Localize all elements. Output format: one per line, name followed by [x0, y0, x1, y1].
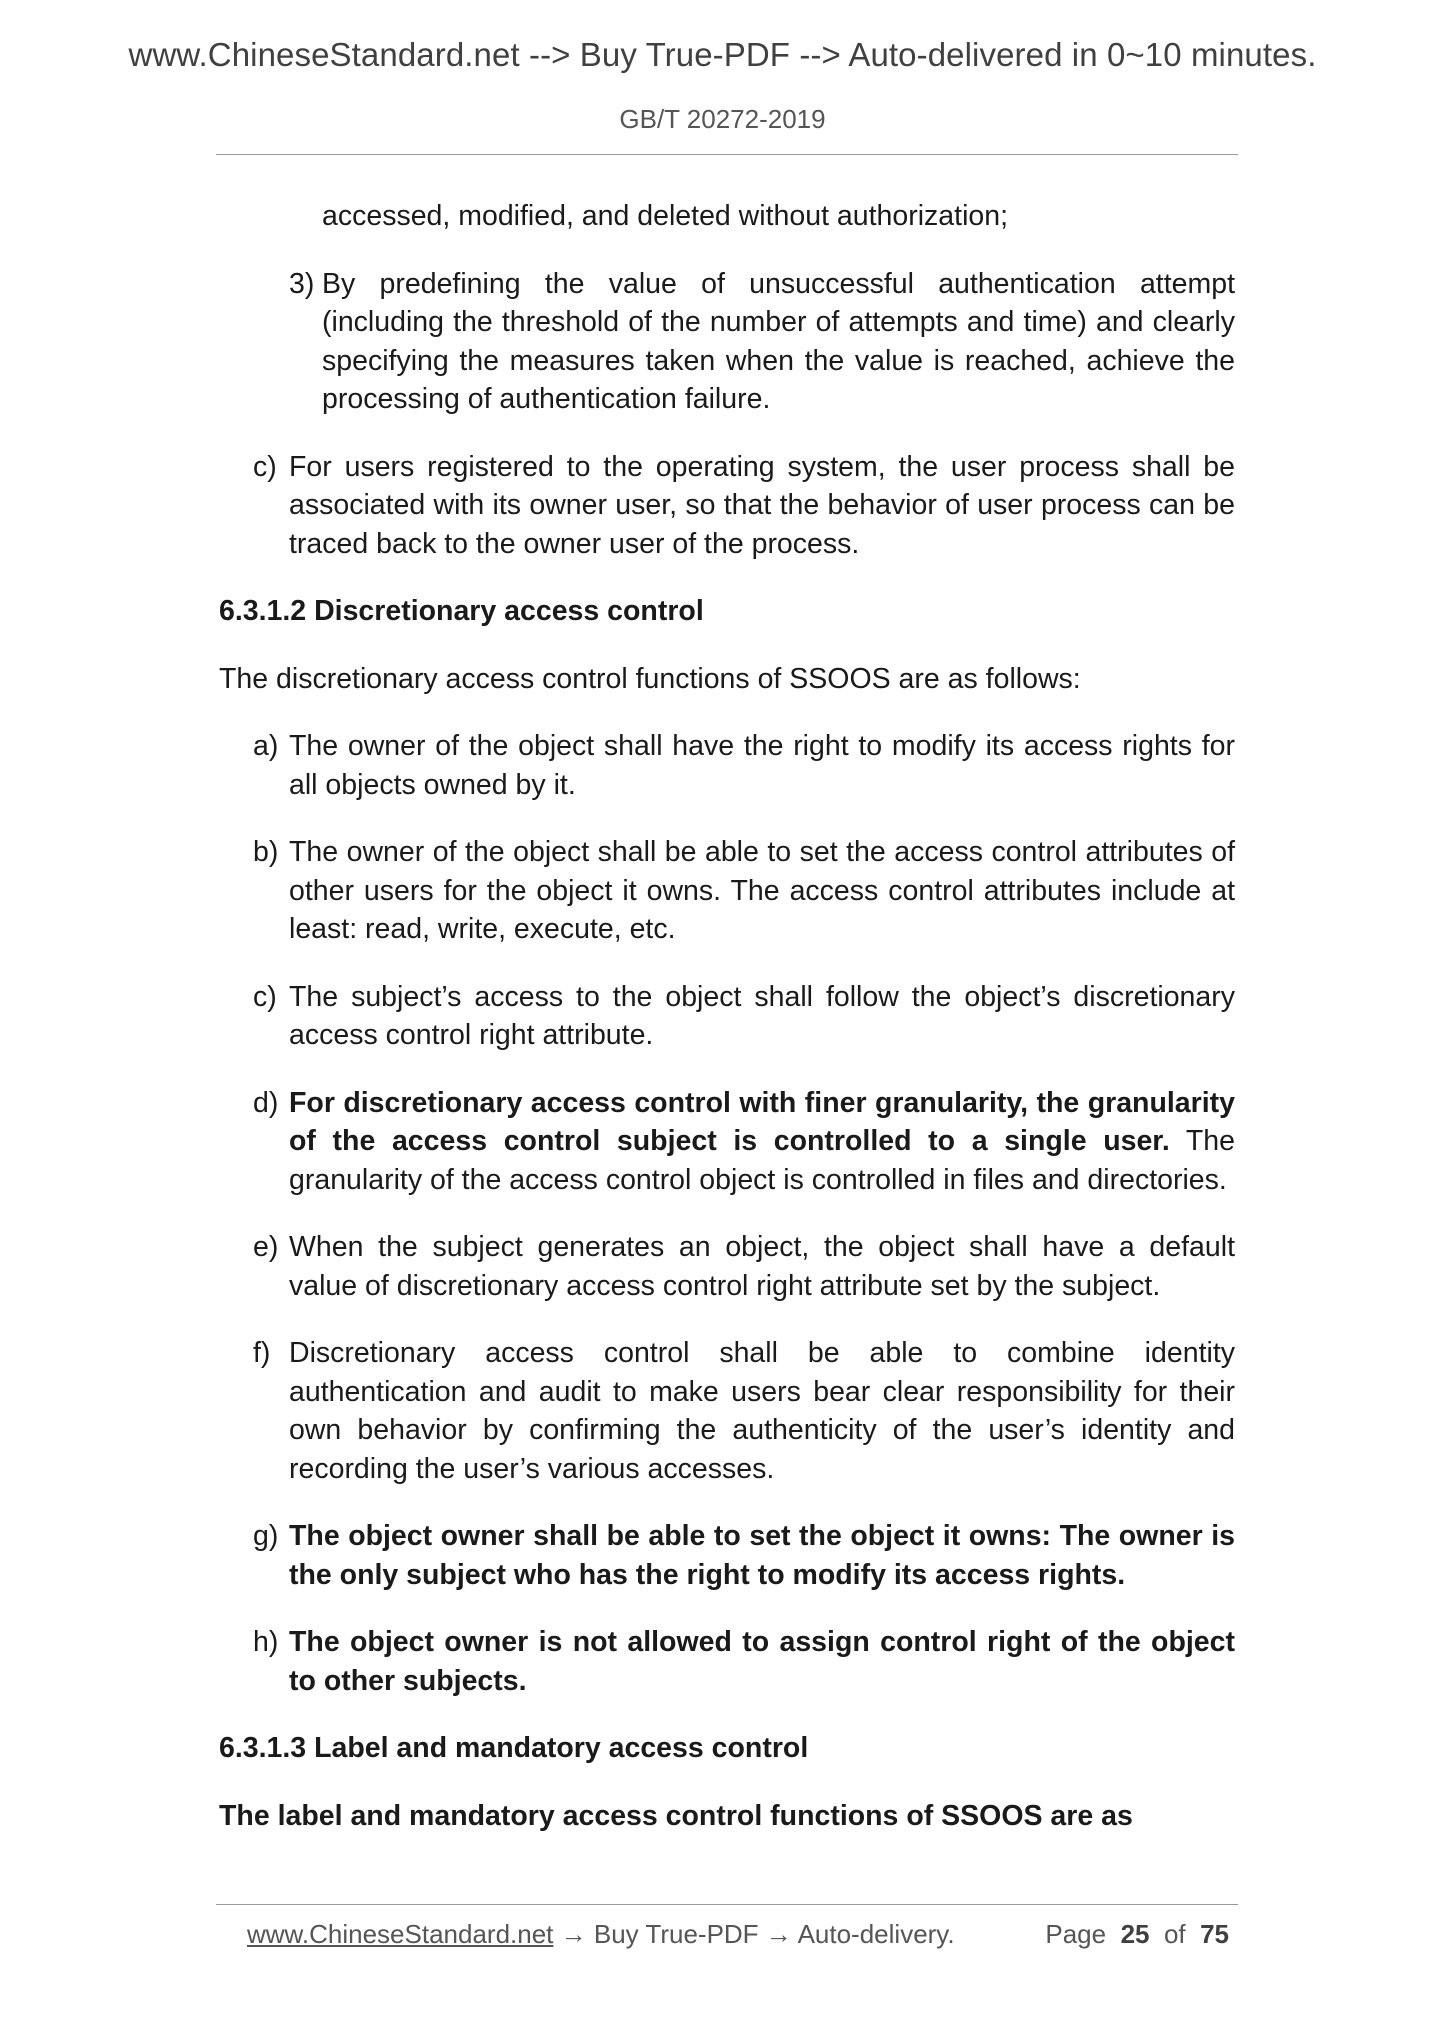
list-item-bold-text: The object owner is not allowed to assign control right of the object to other subjects. — [289, 1626, 1235, 1697]
list-item-g — [219, 1517, 1235, 1594]
list-marker: e) — [253, 1231, 279, 1263]
section-heading-6312: 6.3.1.2 Discretionary access control — [219, 595, 704, 627]
list-item-text: For users registered to the operating system, the user process shall be associated with its owner user, so that the behavior of user process can be traced back to the owner user of the process. — [289, 450, 1235, 560]
list-marker: b) — [253, 836, 279, 868]
continued-line: accessed, modified, and deleted without authorization; — [322, 200, 1009, 232]
document-id: GB/T 20272-2019 — [619, 104, 826, 134]
list-item-f — [219, 1334, 1235, 1488]
list-item-bold-text: For discretionary access control with finer granularity, the granularity of the access control subject is controlled to a single user. — [289, 1086, 1235, 1157]
header-divider — [216, 154, 1238, 155]
list-item-b — [219, 833, 1235, 949]
list-marker: h) — [253, 1626, 279, 1658]
list-item-text: When the subject generates an object, the object shall have a default value of discretionary access control right attribute set by the subject. — [289, 1231, 1235, 1302]
page-number — [1045, 1914, 1229, 1954]
list-marker: g) — [253, 1520, 279, 1552]
list-item-d — [219, 1084, 1235, 1200]
list-marker: f) — [253, 1337, 271, 1369]
total-pages: 75 — [1200, 1919, 1229, 1949]
list-marker: d) — [253, 1086, 279, 1119]
section-heading-6313: 6.3.1.3 Label and mandatory access control — [219, 1732, 809, 1764]
page-footer — [247, 1914, 1233, 1954]
list-item-text: By predefining the value of unsuccessful authentication attempt (including the threshold of the number of attempts and time) and clearly specifying the measures taken when the value is reached, achieve the processing of authentication failure. — [322, 267, 1235, 415]
list-item-e — [219, 1228, 1235, 1305]
list-item-3 — [219, 265, 1235, 419]
section-intro-6313: The label and mandatory access control functions of SSOOS are as — [219, 1799, 1133, 1832]
top-banner: www.ChineseStandard.net --> Buy True-PDF --> Auto-delivered in 0~10 minutes. — [128, 36, 1317, 73]
list-marker: c) — [253, 450, 277, 483]
list-marker: a) — [253, 730, 279, 762]
list-item-text: The granularity of the access control object is controlled in files and directories. — [289, 1125, 1236, 1196]
list-marker: c) — [253, 980, 277, 1013]
list-item-text: Discretionary access control shall be able to combine identity authentication and audit to make users bear clear responsibility for their own behavior by confirming the authenticity of the user’s identity and recording the user’s various accesses. — [289, 1337, 1235, 1485]
list-item-c-first — [219, 448, 1235, 564]
list-item-text: The subject’s access to the object shall follow the object’s discretionary access control right attribute. — [289, 980, 1235, 1051]
list-item-text: The owner of the object shall be able to set the access control attributes of other users for the object it owns. The access control attributes include at least: read, write, execute, etc. — [289, 836, 1235, 945]
list-item-c — [219, 978, 1235, 1055]
section-intro-6312: The discretionary access control functions of SSOOS are as follows: — [219, 662, 1081, 695]
footer-links — [247, 1914, 955, 1954]
list-item-text: The owner of the object shall have the right to modify its access rights for all objects owned by it. — [289, 730, 1235, 801]
footer-site-link[interactable]: www.ChineseStandard.net — [247, 1919, 554, 1949]
list-item-h — [219, 1623, 1235, 1700]
of-word: of — [1163, 1919, 1186, 1949]
page-word: Page — [1045, 1919, 1107, 1949]
list-marker: 3) — [289, 267, 315, 300]
current-page: 25 — [1120, 1919, 1150, 1949]
list-item-a — [219, 727, 1235, 804]
footer-text: → Buy True-PDF → Auto-delivery. — [553, 1919, 955, 1949]
page-content — [219, 197, 1235, 1835]
footer-divider — [216, 1904, 1238, 1905]
list-item-bold-text: The object owner shall be able to set the object it owns: The owner is the only subject who has the right to modify its access rights. — [289, 1520, 1235, 1591]
